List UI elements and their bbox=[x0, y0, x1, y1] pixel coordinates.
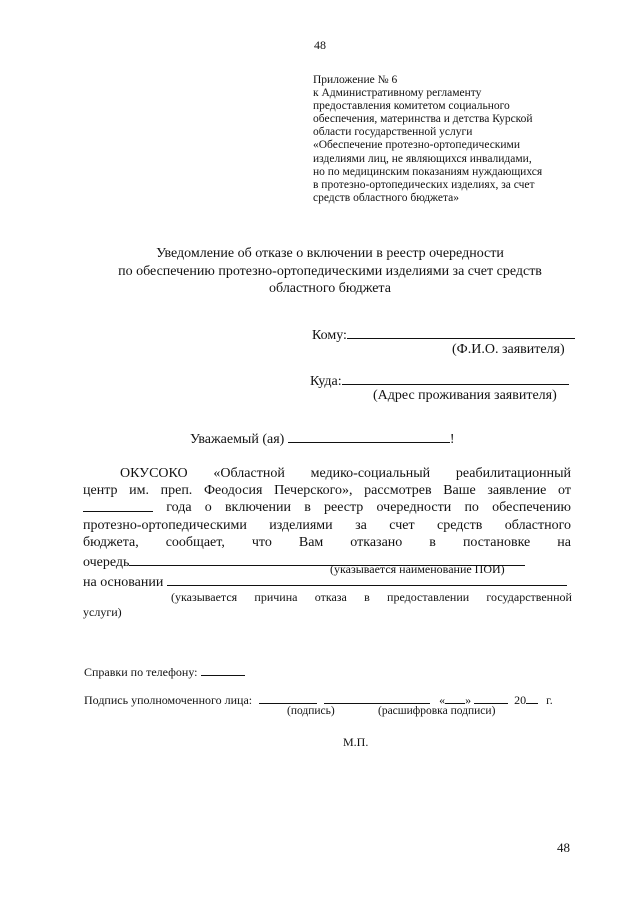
body-text bbox=[83, 465, 571, 551]
reason-caption: (указывается причина отказа в предоставлении государственной bbox=[171, 590, 572, 604]
appendix-line: «Обеспечение протезно-ортопедическими bbox=[313, 139, 520, 152]
appendix-line: обеспечения, материнства и детства Курской bbox=[313, 113, 533, 126]
month-blank[interactable] bbox=[474, 692, 508, 704]
decode-caption: (расшифровка подписи) bbox=[378, 705, 496, 717]
reason-caption-end: услуги) bbox=[83, 605, 122, 619]
appendix-block bbox=[313, 74, 613, 205]
where-label: Куда: bbox=[310, 374, 342, 389]
page-number-bottom: 48 bbox=[557, 840, 570, 855]
basis-row: на основании bbox=[83, 573, 567, 591]
appendix-line: изделиями лиц, не являющихся инвалидами, bbox=[313, 152, 532, 165]
title-line: по обеспечению протезно-ортопедическими изделиями за счет средств bbox=[118, 263, 542, 279]
signature-decode-blank[interactable] bbox=[324, 692, 430, 704]
document-title bbox=[60, 245, 600, 298]
appendix-line: предоставления комитетом социального bbox=[313, 100, 510, 113]
to-blank[interactable] bbox=[347, 326, 575, 339]
appendix-line: средств областного бюджета» bbox=[313, 191, 459, 204]
appendix-line: в протезно-ортопедических изделиях, за счет bbox=[313, 178, 535, 191]
day-blank[interactable] bbox=[445, 692, 465, 704]
poi-caption: (указывается наименование ПОИ) bbox=[330, 562, 505, 576]
title-line: Уведомление об отказе о включении в реестр очередности bbox=[156, 246, 504, 261]
stamp-label: М.П. bbox=[343, 735, 369, 749]
where-blank[interactable] bbox=[342, 372, 569, 385]
greeting-prefix: Уважаемый (ая) bbox=[190, 432, 285, 447]
page-number-top: 48 bbox=[314, 38, 326, 52]
body-line: ОКУСОКО «Областной медико-социальный реабилитационный bbox=[120, 466, 571, 481]
signature-row: Подпись уполномоченного лица: « » 20 г. bbox=[84, 693, 553, 707]
greeting bbox=[190, 430, 454, 448]
phone-row: Справки по телефону: bbox=[84, 664, 245, 680]
body-line: протезно-ортопедическими изделиями за счет средств областного bbox=[83, 517, 571, 533]
greeting-name-blank[interactable] bbox=[288, 430, 450, 443]
signature-blank[interactable] bbox=[259, 692, 317, 704]
queue-row: очередь bbox=[83, 553, 525, 571]
body-line: центр им. преп. Феодосия Печерского», рассмотрев Ваше заявление от bbox=[83, 483, 571, 499]
body-line: года о включении в реестр очередности по обеспечению bbox=[83, 499, 571, 516]
appendix-line: области государственной услуги bbox=[313, 126, 473, 139]
title-line: областного бюджета bbox=[269, 281, 391, 296]
date-blank[interactable] bbox=[83, 499, 153, 512]
body-line: бюджета, сообщает, что Вам отказано в постановке на bbox=[83, 534, 571, 550]
appendix-line: Приложение № 6 bbox=[313, 74, 398, 86]
phone-blank[interactable] bbox=[201, 664, 245, 676]
year-blank[interactable] bbox=[526, 692, 538, 704]
reason-blank[interactable] bbox=[167, 573, 567, 586]
greeting-suffix: ! bbox=[449, 432, 455, 447]
to-label: Кому: bbox=[312, 328, 347, 343]
appendix-line: но по медицинским показаниям нуждающихся bbox=[313, 165, 543, 178]
to-caption: (Ф.И.О. заявителя) bbox=[452, 342, 565, 357]
where-caption: (Адрес проживания заявителя) bbox=[373, 388, 557, 403]
sign-caption: (подпись) bbox=[287, 705, 335, 717]
appendix-line: к Административному регламенту bbox=[313, 87, 482, 100]
